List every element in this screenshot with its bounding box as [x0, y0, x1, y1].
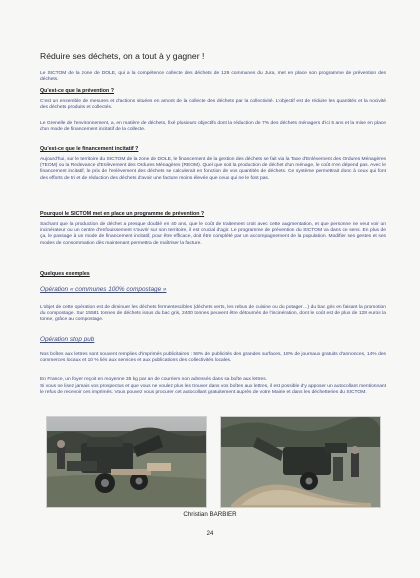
heading-prevention: Qu'est-ce que la prévention ? [40, 88, 114, 94]
operation-compostage-heading: Opération « communes 100% compostage » [40, 286, 167, 293]
operation-stop-pub-heading: Opération stop pub [40, 336, 95, 343]
financement-paragraph: Aujourd'hui, sur le territoire du SICTOM de la zone de DOLE, le financement de la gestion des déchets se fait via la Taxe d'Enlèvement des Ordures Ménagères (TEOM) ou la Redevance d'Enlèvement des Ordures Ménagères (REOM). Quel que soit la production de déchet d'un ménage, le coût n'en dépend pas. Avec le financement incitatif, le prix de l'enlèvement des déchets se calculerait en fonction de vos quantités de déchets. Ce système permettrait donc à ceux qui font des efforts de tri et de réduction des déchets d'avoir une facture moins élevée que ceux qui ne le font pas. [40, 157, 386, 181]
stop-pub-paragraph-3: Si vous ne lisez jamais vos prospectus et que vous ne voulez plus les trouver dans vos boîtes aux lettres, il est possible d'y apposer un autocollant mentionnant le refus de recevoir ces imprimés. Vous pouvez vous procurer cet autocollant gratuitement auprès de votre Mairie et dans les déchetteries du SICTOM. [40, 384, 386, 396]
heading-financement: Qu'est-ce que le financement incitatif ? [40, 146, 139, 152]
stop-pub-paragraph-1: Nos boîtes aux lettres sont souvent remplies d'imprimés publicitaires : 58% de publicités des grandes surfaces, 18% de journaux gratuits d'annonces, 14% des commerces locaux et 10 % liés aux services et aux publications des collectivités locales. [40, 352, 386, 364]
wood-chipper-photo-right [220, 416, 381, 508]
heading-exemples: Quelques exemples [40, 271, 90, 277]
page-title: Réduire ses déchets, on a tout à y gagner ! [40, 51, 205, 61]
pourquoi-paragraph: Sachant que la production de déchet a presque doublé en 40 ans, que le coût de traitement croit avec cette augmentation, et que personne ne veut voir un incinérateur ou un centre d'enfouissement s'ouvrir sur son territoire, il est crucial d'agir. Le programme de prévention du SICTOM va dans ce sens. En plus de ça, le passage à un mode de financement incitatif, pour être efficace, doit être complété par un accompagnement de la population. Modifier ses gestes et ses modes de consommation dès maintenant permettra de maîtriser la facture. [40, 222, 386, 246]
stop-pub-paragraph-2: En France, un foyer reçoit en moyenne 35 kg par an de courriers non adressés dans sa boîte aux lettres. [40, 377, 267, 382]
author-name: Christian BARBIER [183, 511, 237, 518]
prevention-paragraph-1: C'est un ensemble de mesures et d'actions situées en amont de la collecte des déchets par la collectivité. L'objectif est de réduire les quantités et la nocivité des déchets produits et collectés. [40, 99, 386, 111]
compostage-paragraph: L'objet de cette opération est de diminuer les déchets fermentescibles (déchets verts, les rebus de cuisine ou du potager…) du bac gris en faisant la promotion du compostage. Sur 15581 tonnes de déchets issus du bac gris, 2400 tonnes peuvent être détournés de l'incinération, dont le coût est de plus de 128 euros la tonne, grâce au compostage. [40, 305, 386, 323]
intro-paragraph: Le SICTOM de la zone de DOLE, qui a la compétence collecte des déchets de 129 communes du Jura, met en place son programme de prévention des déchets. [40, 71, 386, 83]
wood-chipper-photo-left [46, 416, 207, 508]
heading-pourquoi: Pourquoi le SICTOM met en place un programme de prévention ? [40, 211, 205, 217]
page-number: 24 [206, 531, 214, 537]
prevention-paragraph-2: Le Grenelle de l'environnement, a, en matière de déchets, fixé plusieurs objectifs dont la réduction de 7% des déchets ménagers d'ici 5 ans et la mise en place d'un mode de financement incitatif de la collecte. [40, 121, 386, 133]
